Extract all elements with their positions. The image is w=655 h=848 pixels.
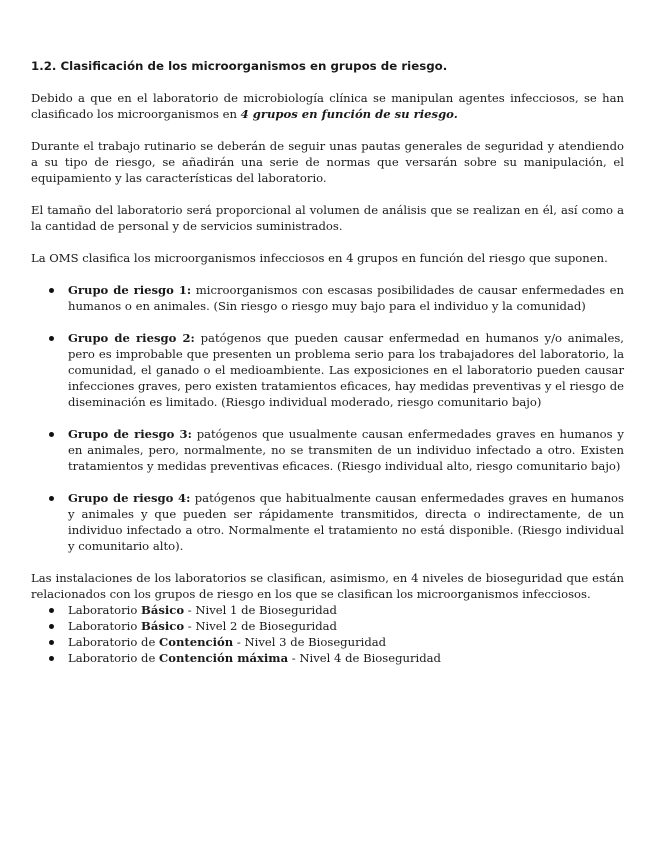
risk-group-item [31,426,624,474]
facilities-paragraph: Las instalaciones de los laboratorios se clasifican, asimismo, en 4 niveles de bioseguridad que están relacionados con los grupos de riesgo en los que se clasifican los microorganismos infecciosos. [31,571,624,601]
bullet-icon [49,496,54,501]
risk-group-text: microorganismos con escasas posibilidades de causar enfermedades en humanos o en animales. (Sin riesgo o riesgo muy bajo para el individuo y la comunidad) [68,283,624,313]
risk-group-item [31,490,624,554]
level-type: Contención máxima [159,651,289,665]
level-suffix: - Nivel 1 de Bioseguridad [184,603,337,617]
oms-paragraph: La OMS clasifica los microorganismos infecciosos en 4 grupos en función del riesgo que suponen. [31,251,608,265]
risk-group-label: Grupo de riesgo 2: [68,331,195,345]
risk-group-item [31,330,624,410]
level-prefix: Laboratorio [68,619,142,633]
level-prefix: Laboratorio de [68,651,159,665]
document-page [31,58,624,666]
bullet-icon [49,624,54,629]
risk-group-item [31,282,624,314]
risk-group-text: patógenos que pueden causar enfermedad en humanos y/o animales, pero es improbable que presenten un problema serio para los trabajadores del laboratorio, la comunidad, el ganado o el medioambiente. Las exposiciones en el laboratorio pueden causar infecciones graves, pero existen tratamientos eficaces, hay medidas preventivas y el riesgo de diseminación es limitado. (Riesgo individual moderado, riesgo comunitario bajo) [68,331,624,409]
bullet-icon [49,608,54,613]
level-suffix: - Nivel 3 de Bioseguridad [233,635,387,649]
biosafety-level-item [31,634,624,650]
lab-size-paragraph: El tamaño del laboratorio será proporcional al volumen de análisis que se realizan en él, así como a la cantidad de personal y de servicios suministrados. [31,203,624,233]
risk-groups-list [31,282,624,554]
biosafety-level-item [31,602,624,618]
risk-group-label: Grupo de riesgo 1: [68,283,192,297]
level-type: Básico [141,619,185,633]
level-type: Básico [141,603,185,617]
bullet-icon [49,640,54,645]
biosafety-level-item [31,618,624,634]
level-suffix: - Nivel 2 de Bioseguridad [184,619,337,633]
level-suffix: - Nivel 4 de Bioseguridad [288,651,441,665]
level-prefix: Laboratorio [68,603,142,617]
biosafety-level-item [31,650,624,666]
level-prefix: Laboratorio de [68,635,159,649]
risk-group-label: Grupo de riesgo 3: [68,427,192,441]
risk-group-text: patógenos que usualmente causan enfermedades graves en humanos y en animales, pero, normalmente, no se transmiten de un individuo infectado a otro. Existen tratamientos y medidas preventivas eficaces. (Riesgo individual alto, riesgo comunitario bajo) [68,427,624,473]
bullet-icon [49,656,54,661]
risk-group-text: patógenos que habitualmente causan enfermedades graves en humanos y animales y que pueden ser rápidamente transmitidos, directa o indirectamente, de un individuo infectado a otro. Normalmente el tratamiento no está disponible. (Riesgo individual y comunitario alto). [68,491,624,553]
safety-paragraph: Durante el trabajo rutinario se deberán de seguir unas pautas generales de seguridad y atendiendo a su tipo de riesgo, se añadirán una serie de normas que versarán sobre su manipulación, el equipamiento y las características del laboratorio. [31,139,624,185]
bullet-icon [49,432,54,437]
section-heading: 1.2. Clasificación de los microorganismos en grupos de riesgo. [31,59,448,73]
intro-text: Debido a que en el laboratorio de microbiología clínica se manipulan agentes infecciosos, se han clasificado los microorganismos en [31,91,624,121]
risk-group-label: Grupo de riesgo 4: [68,491,191,505]
bullet-icon [49,288,54,293]
biosafety-levels-list [31,602,624,666]
intro-paragraph [31,90,624,122]
bullet-icon [49,336,54,341]
level-type: Contención [159,635,234,649]
intro-emphasis: 4 grupos en función de su riesgo. [240,107,458,121]
